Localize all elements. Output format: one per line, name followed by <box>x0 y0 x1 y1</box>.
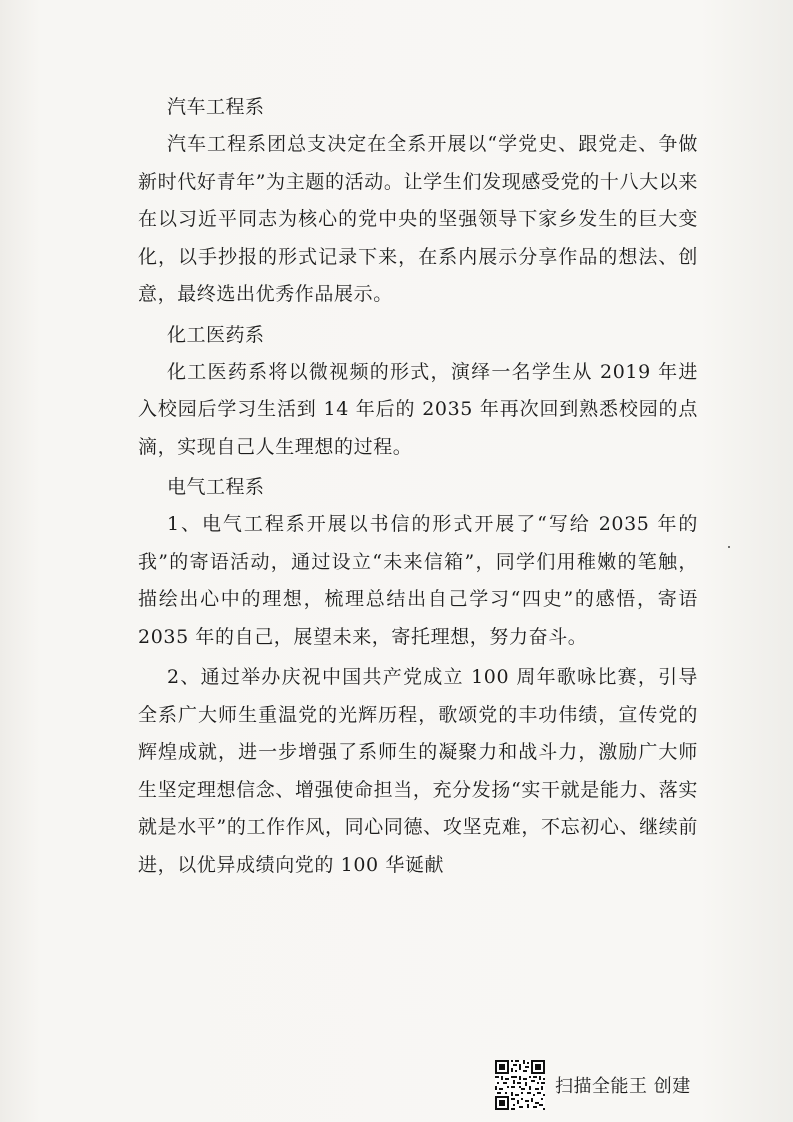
scan-speck <box>728 546 730 548</box>
qr-code-icon <box>495 1060 545 1110</box>
scanner-watermark <box>495 1060 691 1110</box>
paragraph: 汽车工程系团总支决定在全系开展以“学党史、跟党走、争做新时代好青年”为主题的活动。让学生们发现感受党的十八大以来在以习近平同志为核心的党中央的坚强领导下家乡发生的巨大变化，以手抄报的形式记录下来，在系内展示分享作品的想法、创意，最终选出优秀作品展示。 <box>138 133 698 305</box>
scanner-label: 扫描全能王 创建 <box>555 1076 691 1097</box>
section-heading: 汽车工程系 <box>167 96 265 118</box>
paragraph: 化工医药系将以微视频的形式，演绎一名学生从 2019 年进入校园后学习生活到 14 年后的 2035 年再次回到熟悉校园的点滴，实现自己人生理想的过程。 <box>138 360 698 458</box>
section-electrical <box>138 468 698 884</box>
paragraph: 1、电气工程系开展以书信的形式开展了“写给 2035 年的我”的寄语活动，通过设立“未来信箱”，同学们用稚嫩的笔触，描绘出心中的理想，梳理总结出自己学习“四史”的感悟，寄语 2035 年的自己，展望未来，寄托理想，努力奋斗。 <box>138 513 698 648</box>
document-body <box>138 88 698 884</box>
section-automotive <box>138 88 698 314</box>
paragraph: 2、通过举办庆祝中国共产党成立 100 周年歌咏比赛，引导全系广大师生重温党的光辉历程，歌颂党的丰功伟绩，宣传党的辉煌成就，进一步增强了系师生的凝聚力和战斗力，激励广大师生坚定理想信念、增强使命担当，充分发扬“实干就是能力、落实就是水平”的工作作风，同心同德、攻坚克难，不忘初心、继续前进，以优异成绩向党的 100 华诞献 <box>138 666 698 876</box>
section-chemical-pharma <box>138 316 698 467</box>
section-heading: 化工医药系 <box>167 323 265 346</box>
section-heading: 电气工程系 <box>167 476 265 498</box>
